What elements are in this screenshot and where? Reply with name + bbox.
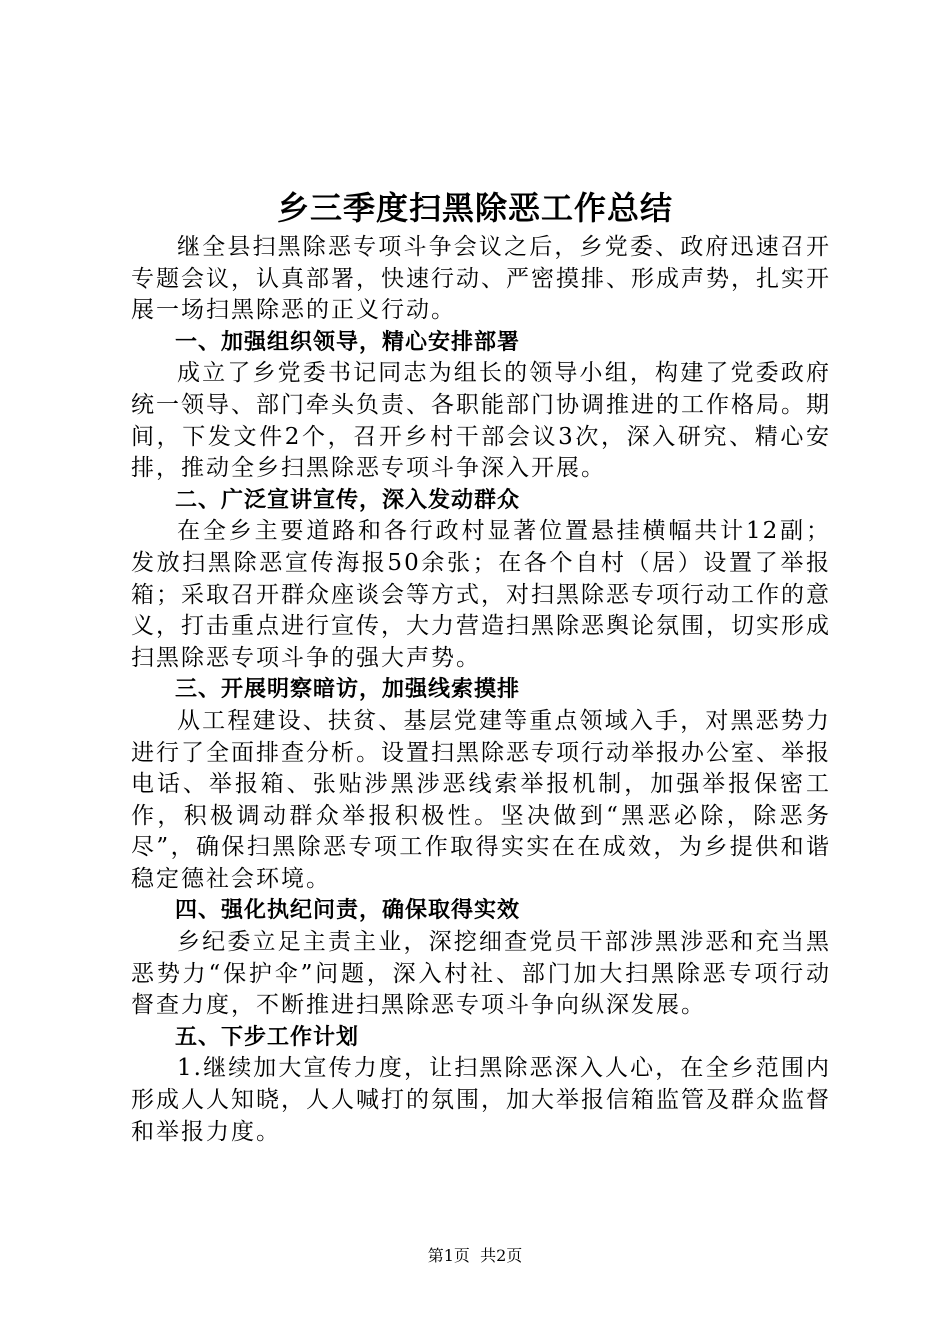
section-paragraph-1: 成立了乡党委书记同志为组长的领导小组，构建了党委政府统一领导、部门牵头负责、各职能部门协调推进的工作格局。期间，下发文件2个，召开乡村干部会议3次，深入研究、精心安排，推动全乡扫黑除恶专项斗争深入开展。 [131,360,831,482]
document-title: 乡三季度扫黑除恶工作总结 [276,189,673,227]
document-body [131,232,831,1148]
section-heading-5: 五、下步工作计划 [175,1024,360,1050]
section-paragraph-3: 从工程建设、扶贫、基层党建等重点领域入手，对黑恶势力进行了全面排查分析。设置扫黑除恶专项行动举报办公室、举报电话、举报箱、张贴涉黑涉恶线索举报机制，加强举报保密工作，积极调动群众举报积极性。坚决做到“黑恶必除，除恶务尽”，确保扫黑除恶专项工作取得实实在在成效，为乡提供和谐稳定德社会环境。 [131,707,831,892]
section-paragraph-2: 在全乡主要道路和各行政村显著位置悬挂横幅共计12副；发放扫黑除恶宣传海报50余张；在各个自村（居）设置了举报箱；采取召开群众座谈会等方式，对扫黑除恶专项行动工作的意义，打击重点进行宣传，大力营造扫黑除恶舆论氛围，切实形成扫黑除恶专项斗争的强大声势。 [131,518,831,671]
section-heading-3: 三、开展明察暗访，加强线索摸排 [175,677,521,703]
section-heading-2: 二、广泛宣讲宣传，深入发动群众 [175,487,521,513]
section-heading-4: 四、强化执纪问责，确保取得实效 [175,898,521,924]
section-paragraph-5: 1.继续加大宣传力度，让扫黑除恶深入人心，在全乡范围内形成人人知晓，人人喊打的氛围，加大举报信箱监管及群众监督和举报力度。 [131,1055,831,1145]
intro-paragraph: 继全县扫黑除恶专项斗争会议之后，乡党委、政府迅速召开专题会议，认真部署，快速行动、严密摸排、形成声势，扎实开展一场扫黑除恶的正义行动。 [131,234,831,324]
page-footer [0,1246,950,1266]
section-heading-1: 一、加强组织领导，精心安排部署 [175,329,521,355]
section-paragraph-4: 乡纪委立足主责主业，深挖细查党员干部涉黑涉恶和充当黑恶势力“保护伞”问题，深入村社、部门加大扫黑除恶专项行动督查力度，不断推进扫黑除恶专项斗争向纵深发展。 [131,929,831,1019]
page-number-total: 共2页 [480,1246,523,1265]
page-number-current: 第1页 [427,1246,470,1265]
